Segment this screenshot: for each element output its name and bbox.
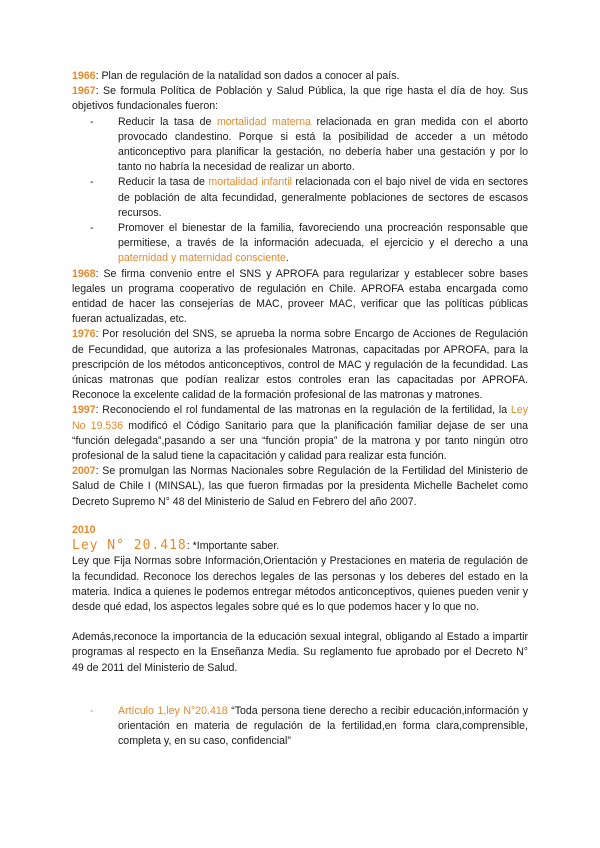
highlight-term: mortalidad infantil — [208, 176, 292, 189]
year-label: 1967 — [72, 85, 96, 98]
list-item: - Reducir la tasa de mortalidad infantil relacionada con el bajo nivel de vida en sectores de población de alta fecundidad, generalmente poblaciones de sectores de escasos recursos. — [90, 176, 528, 219]
article-reference: Artículo 1,ley N°20.418 — [118, 704, 228, 717]
article-quote: “Toda persona tiene derecho a recibir educación,información y orientación en materia de regulación de la fertilidad,en forma clara,comprensible, completa y, en su caso, confidencial” — [118, 704, 528, 748]
section-heading-2010: 2010 — [72, 523, 96, 536]
entry-text: : Se promulgan las Normas Nacionales sobre Regulación de la Fertilidad del Ministerio de Salud de Chile I (MINSAL), las que fueron firmadas por la presidenta Michelle Bachelet como Decreto Supremo N° 48 del Ministerio de Salud en Febrero del año 2007. — [72, 465, 528, 508]
entry-1976 — [72, 327, 528, 403]
year-label: 1997 — [72, 404, 96, 417]
spacer — [72, 676, 528, 691]
highlight-term: mortalidad materna — [216, 115, 311, 128]
entry-text: : Se formula Política de Población y Salud Pública, la que rige hasta el día de hoy. Sus objetivos fundacionales fueron: — [72, 85, 528, 113]
entry-1997: 1997: Reconociendo el rol fundamental de las matronas en la regulación de la fertilidad, la Ley No 19.536 modificó el Código Sanitario para que la planificación familiar dejase de ser una “función delegada”,pasando a ser una “función propia” de la matrona y por tanto ningún otro profesional de la salud tiene la capacitación y calidad para realizar esta función. — [72, 404, 529, 463]
entry-1967 — [72, 84, 528, 114]
list-item: - Promover el bienestar de la familia, favoreciendo una procreación responsable que permitiese, a través de la información adecuada, el ejercicio y el derecho a una paternidad y maternidad consciente. — [90, 222, 528, 265]
year-label: 1976 — [72, 328, 96, 341]
entry-text: : Plan de regulación de la natalidad son dados a conocer al país. — [95, 70, 400, 82]
law-reference: Ley No 19.536 — [72, 404, 528, 432]
entry-1966 — [72, 69, 528, 84]
law-description: Ley que Fija Normas sobre Información,Orientación y Prestaciones en materia de regulación de la fecundidad. Reconoce los derechos legales de las personas y los deberes del estado en la materia. Indica a quienes le podemos entregar métodos anticonceptivos, quienes pueden venir y desde qué edad, los aspectos legales sobre qué es lo que podemos hacer y lo que no. — [72, 555, 528, 613]
entry-text: : Se firma convenio entre el SNS y APROFA para regularizar y establecer sobre bases legales un programa cooperativo de regulación en Chile. APROFA estaba encargada como entidad de hacer las consejerías de MAC, proveer MAC, verificar que las políticas públicas fueran actualizadas, etc. — [72, 267, 528, 326]
law-title: Ley N° 20.418 — [72, 538, 187, 554]
entry-2007 — [72, 464, 528, 510]
dash-bullet-icon: - — [90, 704, 94, 717]
year-label: 2007 — [72, 465, 96, 478]
year-label: 1966 — [72, 70, 96, 82]
law-education-paragraph: Además,reconoce la importancia de la educación sexual integral, obligando al Estado a impartir programas al respecto en la Enseñanza Media. Su reglamento fue aprobado por el Decreto N° 49 de 2011 del Ministerio de Salud. — [72, 631, 528, 674]
entry-text: : Por resolución del SNS, se aprueba la norma sobre Encargo de Acciones de Regulación de Fecundidad, que autoriza a las profesionales Matronas, capacitadas por APROFA, para la prescripción de los métodos anticonceptivos, control de MAC y regulación de la fecundidad. Las únicas matronas que podían realizar estos controles eran las capacitadas por APROFA. Reconoce la excelente calidad de la formación profesional de las matronas y matrones. — [72, 328, 528, 402]
dash-bullet-icon: - — [90, 115, 94, 128]
article-item — [72, 704, 528, 750]
entry-1968 — [72, 267, 528, 328]
spacer — [72, 615, 528, 630]
objectives-list — [72, 115, 528, 267]
dash-bullet-icon: - — [90, 222, 94, 235]
list-item: - Reducir la tasa de mortalidad materna relacionada en gran medida con el aborto provocado clandestino. Porque si está la posibilidad de acceder a un método anticonceptivo para planificar la gestación, no debería haber una gestación y por lo tanto no habría la necesidad de realizar un aborto. — [90, 115, 528, 174]
highlight-term: paternidad y maternidad consciente — [118, 252, 286, 265]
year-label: 1968 — [72, 267, 96, 280]
dash-bullet-icon: - — [90, 176, 94, 189]
law-title-line — [72, 538, 528, 554]
document-body — [72, 69, 528, 749]
law-note: : *Importante saber. — [186, 540, 280, 553]
